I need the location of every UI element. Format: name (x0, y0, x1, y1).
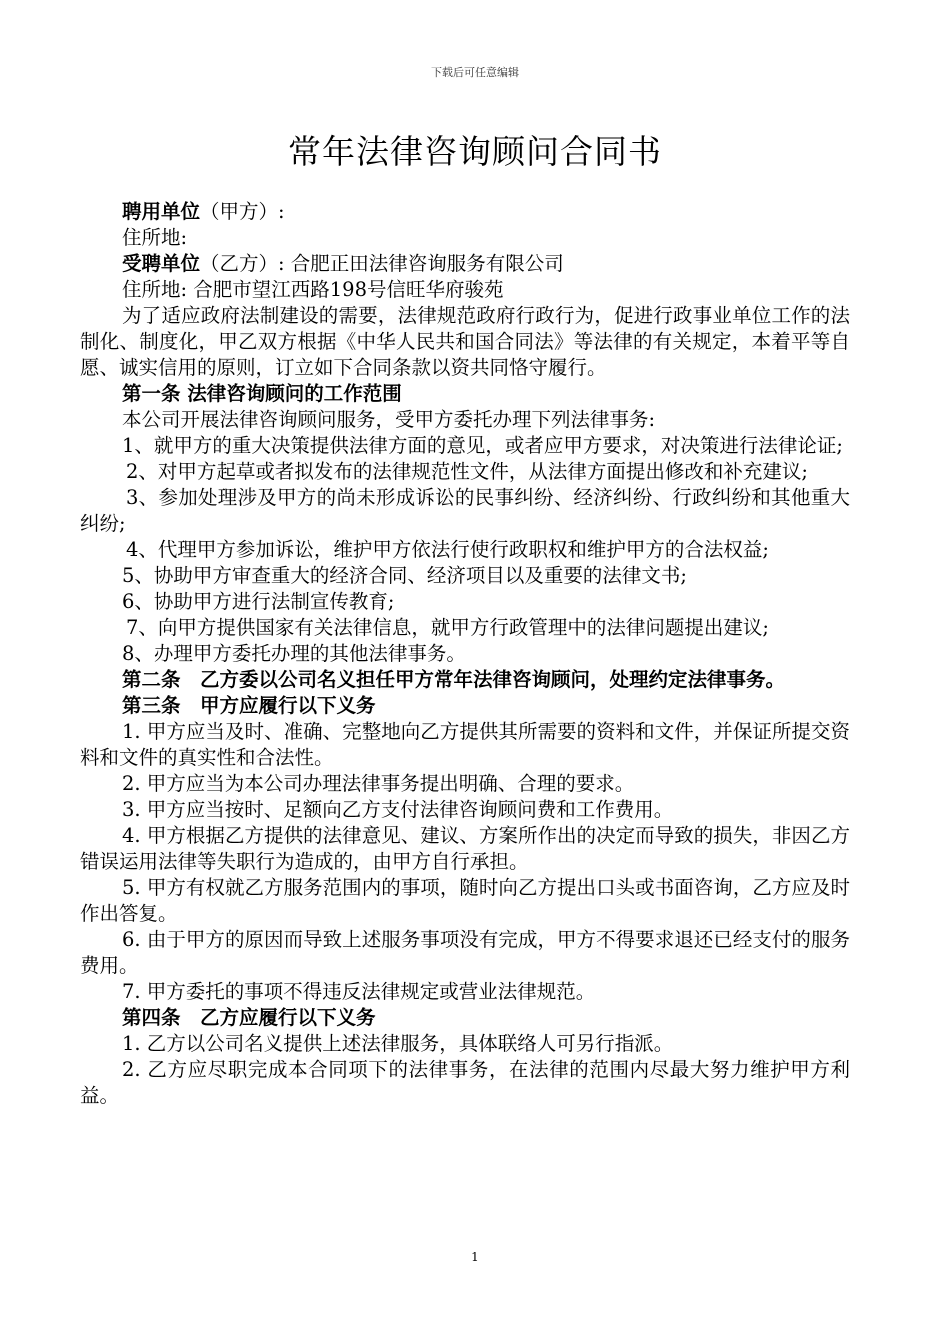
article-3-item: 5. 甲方有权就乙方服务范围内的事项，随时向乙方提出口头或书面咨询，乙方应及时作出答复。 (80, 876, 850, 925)
article-3-item: 6. 由于甲方的原因而导致上述服务事项没有完成，甲方不得要求退还已经支付的服务费用。 (80, 928, 850, 977)
article-4-item: 2. 乙方应尽职完成本合同项下的法律事务，在法律的范围内尽最大努力维护甲方利益。 (80, 1058, 850, 1107)
article-1-item: 6、协助甲方进行法制宣传教育; (122, 590, 395, 613)
article-3-item: 7. 甲方委托的事项不得违反法律规定或营业法律规范。 (122, 980, 596, 1003)
document-title: 常年法律咨询顾问合同书 (288, 132, 662, 171)
party-a-label: 聘用单位 (122, 200, 201, 223)
article-2-heading: 第二条 乙方委以公司名义担任甲方常年法律咨询顾问，处理约定法律事务。 (122, 668, 786, 691)
preamble: 为了适应政府法制建设的需要，法律规范政府行政行为，促进行政事业单位工作的法制化、制度化，甲乙双方根据《中华人民共和国合同法》等法律的有关规定，本着平等自愿、诚实信用的原则，订立如下合同条款以资共同恪守履行。 (80, 304, 850, 379)
page-header: 下载后可任意编辑 (431, 66, 519, 79)
article-1-item: 3、参加处理涉及甲方的尚未形成诉讼的民事纠纷、经济纠纷、行政纠纷和其他重大纠纷; (80, 486, 850, 535)
party-b-label: 受聘单位 (122, 252, 201, 275)
article-1-item: 5、协助甲方审查重大的经济合同、经济项目以及重要的法律文书; (122, 564, 687, 587)
page-number: 1 (471, 1250, 479, 1264)
article-4-item: 1. 乙方以公司名义提供上述法律服务，具体联络人可另行指派。 (122, 1032, 674, 1055)
article-3-item: 3. 甲方应当按时、足额向乙方支付法律咨询顾问费和工作费用。 (122, 798, 674, 821)
party-b-suffix: （乙方）: 合肥正田法律咨询服务有限公司 (200, 252, 564, 275)
article-1-heading: 第一条 法律咨询顾问的工作范围 (122, 382, 402, 405)
article-1-item: 4、代理甲方参加诉讼，维护甲方依法行使行政职权和维护甲方的合法权益; (126, 538, 769, 561)
party-b-address: 住所地: 合肥市望江西路198号信旺华府骏苑 (122, 278, 504, 301)
article-3-item: 2. 甲方应当为本公司办理法律事务提出明确、合理的要求。 (122, 772, 635, 795)
article-1-item: 1、就甲方的重大决策提供法律方面的意见，或者应甲方要求，对决策进行法律论证; (122, 434, 843, 457)
article-1-intro: 本公司开展法律咨询顾问服务，受甲方委托办理下列法律事务: (122, 408, 656, 431)
document-body (80, 199, 850, 1109)
party-b-line (80, 251, 850, 277)
article-1-item: 7、向甲方提供国家有关法律信息，就甲方行政管理中的法律问题提出建议; (126, 616, 769, 639)
article-3-heading: 第三条 甲方应履行以下义务 (122, 694, 376, 717)
article-1-item: 8、办理甲方委托办理的其他法律事务。 (122, 642, 466, 665)
party-a-suffix: （甲方）: (200, 200, 285, 223)
party-a-address: 住所地: (122, 226, 188, 249)
article-4-heading: 第四条 乙方应履行以下义务 (122, 1006, 376, 1029)
article-1-item: 2、对甲方起草或者拟发布的法律规范性文件，从法律方面提出修改和补充建议; (126, 460, 808, 483)
party-a-line (80, 199, 850, 225)
article-3-item: 4. 甲方根据乙方提供的法律意见、建议、方案所作出的决定而导致的损失，非因乙方错误运用法律等失职行为造成的，由甲方自行承担。 (80, 824, 850, 873)
article-3-item: 1. 甲方应当及时、准确、完整地向乙方提供其所需要的资料和文件，并保证所提交资料和文件的真实性和合法性。 (80, 720, 850, 769)
